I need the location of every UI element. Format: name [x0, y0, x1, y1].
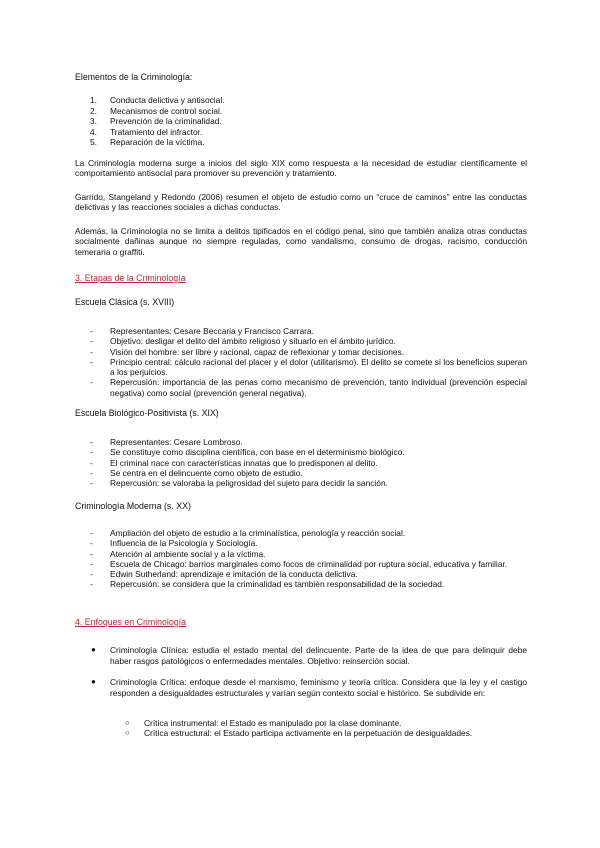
- critical-subtypes-list: [125, 718, 525, 739]
- list-item: - Se constituye como disciplina científica, con base en el determinismo biológico.: [90, 447, 405, 458]
- list-item: - Representantes: Cesare Lombroso.: [90, 437, 243, 447]
- list-item: 2. Mecanismos de control social.: [90, 105, 223, 116]
- list-item: 4. Tratamiento del infractor.: [90, 126, 203, 137]
- list-item: - Repercusión: se valoraba la peligrosidad del sujeto para decidir la sanción.: [90, 478, 388, 489]
- elements-list: [90, 95, 530, 148]
- list-item: - Se centra en el delincuente como objeto de estudio.: [90, 467, 303, 478]
- section-3-title: 3. Etapas de la Criminología: [75, 273, 186, 283]
- paragraph-scope: Además, la Criminología no se limita a delitos tipificados en el código penal, sino que también analiza otras conductas socialmente dañinas aunque no siempre reguladas, como vandalismo, consumo de drogas, racismo, conducción temeraria o graffiti.: [75, 226, 527, 257]
- paragraph-object-of-study: Garrido, Stangeland y Redondo (2006) resumen el objeto de estudio como un “cruce de caminos” entre las conductas delictivas y las reacciones sociales a dichas conductas.: [75, 192, 527, 213]
- school-bio-title: Escuela Biológico-Positivista (s. XIX): [75, 408, 219, 418]
- list-item: - Principio central: cálculo racional del placer y el dolor (utilitarismo). El delito se comete si los beneficios superan a los perjuicios.: [90, 356, 527, 378]
- section-4-title: 4. Enfoques en Criminología: [75, 617, 187, 627]
- list-item: ● Criminología Crítica: enfoque desde el marxismo, feminismo y teoría crítica. Considera que la ley y el castigo responden a desigualdades estructurales y varían según contexto social e histórico. Se subdivide en:: [91, 677, 527, 698]
- list-item: - Influencia de la Psicología y Sociología.: [90, 538, 258, 549]
- school-modern-list: [90, 528, 527, 590]
- list-item: - Visión del hombre: ser libre y racional, capaz de reflexionar y tomar decisiones.: [90, 346, 405, 357]
- list-item: 1. Conducta delictiva y antisocial.: [90, 95, 225, 105]
- paragraph-modern-origin: La Criminología moderna surge a inicios del siglo XIX como respuesta a la necesidad de estudiar científicamente el comportamiento antisocial para promover su prevención y tratamiento.: [75, 158, 527, 179]
- school-bio-list: [90, 437, 527, 488]
- list-item: 5. Reparación de la víctima.: [90, 137, 205, 147]
- approaches-list: [90, 645, 527, 709]
- school-classic-list: [90, 326, 527, 398]
- list-item: ● Criminología Clínica: estudia el estado mental del delincuente. Parte de la idea de que para delinquir debe haber rasgos patológicos o enfermedades mentales. Objetivo: reinserción social.: [91, 645, 527, 666]
- list-item: - Edwin Sutherland: aprendizaje e imitación de la conducta delictiva.: [90, 569, 358, 580]
- list-item: - Repercusión: se considera que la criminalidad es también responsabilidad de la sociedad.: [90, 579, 445, 590]
- list-item: - Atención al ambiente social y a la víctima.: [90, 548, 266, 559]
- list-item: - Ampliación del objeto de estudio a la criminalística, penología y reacción social.: [90, 528, 406, 538]
- list-item: ○ Crítica estructural: el Estado participa activamente en la perpetuación de desigualdades.: [125, 728, 473, 739]
- list-item: ○ Crítica instrumental: el Estado es manipulado por la clase dominante.: [125, 718, 402, 728]
- list-item: - Objetivo: desligar el delito del ámbito religioso y situarlo en el ámbito jurídico.: [90, 336, 396, 347]
- list-item: 3. Prevención de la criminalidad.: [90, 116, 222, 126]
- school-classic-title: Escuela Clásica (s. XVIII): [75, 297, 175, 307]
- school-modern-title: Criminología Moderna (s. XX): [75, 501, 191, 511]
- list-item: - Escuela de Chicago: barrios marginales como focos de criminalidad por ruptura social, educativa y familiar.: [90, 558, 508, 569]
- list-item: - El criminal nace con características innatas que lo predisponen al delito.: [90, 457, 378, 468]
- list-item: - Repercusión: importancia de las penas como mecanismo de prevención, tanto individual (prevención especial negativa) como social (prevención general negativa).: [90, 377, 527, 398]
- list-item: - Representantes: Cesare Beccaria y Francisco Carrara.: [90, 326, 314, 336]
- elements-heading: Elementos de la Criminología:: [75, 72, 193, 82]
